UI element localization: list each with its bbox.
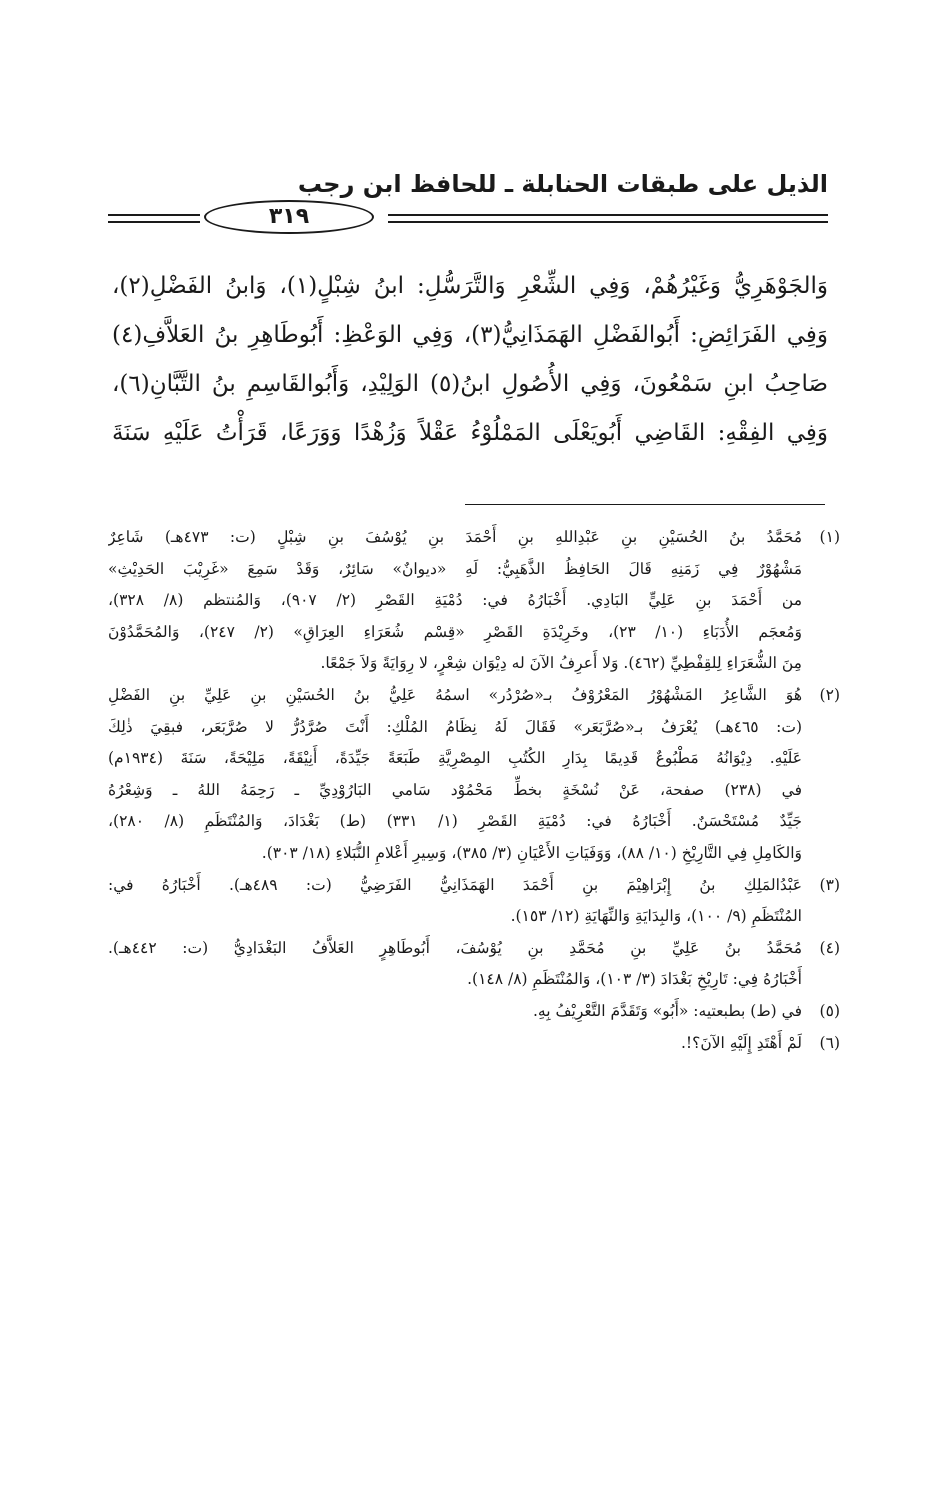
- page-number-oval: [204, 200, 374, 234]
- footnote-number: (٢): [819, 685, 840, 704]
- footnote-number: (٦): [819, 1033, 840, 1052]
- footnote-line: مُحَمَّدُ بنُ عَلِيِّ بنِ مُحَمَّدِ بنِ يُوْسُفَ، أَبُوطَاهِرٍ العَلاَّفُ البَغْدَادِيُّ (ت: ٤٤٢هـ).: [108, 938, 802, 957]
- footnote-3: [108, 870, 840, 933]
- footnote-line: عَلَيْهِ. دِيْوَانُهُ مَطْبُوعٌ قَدِيمًا بِدَارِ الكُتُبِ المِصْرِيَّةِ طَبَعَةً جَيِّدَةً، أَنِيْقَةً، مَلِيْحَةً، سَنَةَ (١٩٣٤م): [108, 749, 802, 768]
- footnote-line: أَخْبَارُهُ فِي: تَارِيْخِ بَغْدَادَ (٣/ ١٠٣)، وَالمُنْتَظَمِ (٨/ ١٤٨).: [467, 970, 802, 989]
- footnote-line: من أَحْمَدَ بنِ عَلِيٍّ البَادِي. أَخْبَارُهُ في: دُمْيَةِ القَصْرِ (٢/ ٩٠٧)، وَالمُنتظم (٨/ ٣٢٨)،: [108, 591, 802, 610]
- body-line: وَالجَوْهَرِيُّ وَغَيْرُهُمْ، وَفِي الشِّعْرِ وَالتَّرَسُّلِ: ابنُ شِبْلٍ(١)، وَابنُ الفَضْلِ(٢)،: [112, 273, 828, 299]
- footnote-5: [108, 996, 840, 1028]
- body-line: صَاحِبُ ابنِ سَمْعُونَ، وَفِي الأُصُولِ ابنُ(٥) الوَلِيْدِ، وَأَبُوالقَاسِمِ بنُ التَّبَّانِ(٦)،: [112, 371, 828, 397]
- footnote-number: (١): [819, 528, 840, 546]
- footnote-line: مَشْهُوْرٌ فِي زَمَنِهِ قَالَ الحَافِظُ الذَّهَبِيُّ: لَهِ «ديوانٌ» سَائِرٌ، وَقَدْ سَمِعَ «غَرِيْبَ الحَدِيْثِ»: [108, 559, 802, 578]
- footnote-4: [108, 933, 840, 996]
- body-line: وَفِي الفِقْهِ: القَاضِي أَبُويَعْلَى المَمْلُوْءُ عَقْلاً وَزُهْدًا وَوَرَعًا، قَرَأْتُ عَلَيْهِ سَنَةَ: [112, 420, 828, 446]
- header-rule-left: [108, 214, 200, 223]
- running-title: الذيل على طبقات الحنابلة ـ للحافظ ابن رجب: [297, 170, 828, 198]
- main-text: [112, 262, 828, 458]
- footnote-line: مُحَمَّدُ بنُ الحُسَيْنِ بنِ عَبْدِاللهِ بنِ أَحْمَدَ بنِ يُوْسُفَ بنِ شِبْلٍ (ت: ٤٧٣هـ) شَاعِرٌ: [108, 528, 802, 546]
- footnote-line: عَبْدُالمَلِكِ بنُ إِبْرَاهِيْمَ بنِ أَحْمَدَ الهَمَذَانِيُّ الفَرَضِيُّ (ت: ٤٨٩هـ). أَخْبَارُهُ في:: [108, 875, 802, 894]
- footnote-number: (٥): [819, 1001, 840, 1020]
- footnote-line: هُوَ الشَّاعِرُ المَشْهُوْرُ المَعْرُوْفُ بـ«صُرْدُر» اسمُهُ عَلِيُّ بنُ الحُسَيْنِ بنِ عَلِيِّ بنِ الفَضْلِ: [108, 685, 802, 704]
- footnote-line: لَمْ أَهْتَدِ إِلَيْهِ الآنَ؟!.: [680, 1033, 802, 1052]
- footnote-line: المُنْتَظَمِ (٩/ ١٠٠)، وَالبِدَايَةِ وَالنِّهَايَةِ (١٢/ ١٥٣).: [510, 907, 802, 926]
- footnote-line: في (٢٣٨) صفحة، عَنْ نُسْخَةٍ بخطِّ مَحْمُوْد سَامي البَارُوْدِيِّ ـ رَحِمَهُ اللهُ ـ وَشِعْرُهُ: [108, 780, 802, 799]
- page-number: ٣١٩: [268, 204, 310, 229]
- header-rule-right: [388, 214, 828, 223]
- page-header: [108, 170, 828, 240]
- footnote-line: جَيِّدٌ مُسْتَحْسَنٌ. أَخْبَارُهُ في: دُمْيَةِ القَصْرِ (١/ ٣٣١) (ط) بَغْدَادَ، وَالمُنْتَظَمِ (٨/ ٢٨٠)،: [108, 812, 802, 831]
- footnote-2: [108, 680, 840, 870]
- footnote-line: (ت: ٤٦٥هـ) يُعْرَفُ بـ«صُرَّبَعَر» فَقَالَ لَهُ نِظَامُ المُلْكِ: أَنْتَ صُرَّدُرُّ لا صُرَّبَعَر، فبقِيَ ذٰلِكَ: [108, 717, 802, 736]
- footnotes: [108, 522, 840, 1059]
- footnote-number: (٤): [819, 938, 840, 957]
- footnote-separator: [465, 504, 825, 505]
- footnote-line: في (ط) بطبعتيه: «أَبُو» وَتَقَدَّمَ التَّعْرِيْفُ بِهِ.: [532, 1001, 802, 1020]
- body-line: وَفِي الفَرَائِضِ: أَبُوالفَضْلِ الهَمَذَانِيُّ(٣)، وَفِي الوَعْظِ: أَبُوطَاهِرِ بنُ العَلاَّفِ(٤): [112, 322, 828, 348]
- footnote-number: (٣): [819, 875, 840, 894]
- footnote-6: [108, 1028, 840, 1060]
- footnote-1: [108, 522, 840, 680]
- footnote-line: وَمُعجَم الأُدَبَاءِ (١٠/ ٢٣)، وخَرِيْدَةِ القَصْرِ «قِسْم شُعَرَاءِ العِرَاقِ» (٢/ ٢٤٧)، وَالمُحَمَّدُوْنَ: [108, 622, 802, 641]
- footnote-line: وَالكَامِلِ فِي التَّارِيْخِ (١٠/ ٨٨)، وَوَفَيَاتِ الأَعْيَانِ (٣/ ٣٨٥)، وَسِيرِ أَعْلامِ النُّبَلاءِ (١٨/ ٣٠٣).: [261, 843, 802, 862]
- footnote-line: مِنَ الشُّعَرَاءِ لِلقِفْطِيِّ (٤٦٢). وَلا أَعرِفُ الآنَ له دِيْوَان شِعْرٍ، لا رِوَايَةً وَلاَ جَمْعًا.: [320, 654, 802, 673]
